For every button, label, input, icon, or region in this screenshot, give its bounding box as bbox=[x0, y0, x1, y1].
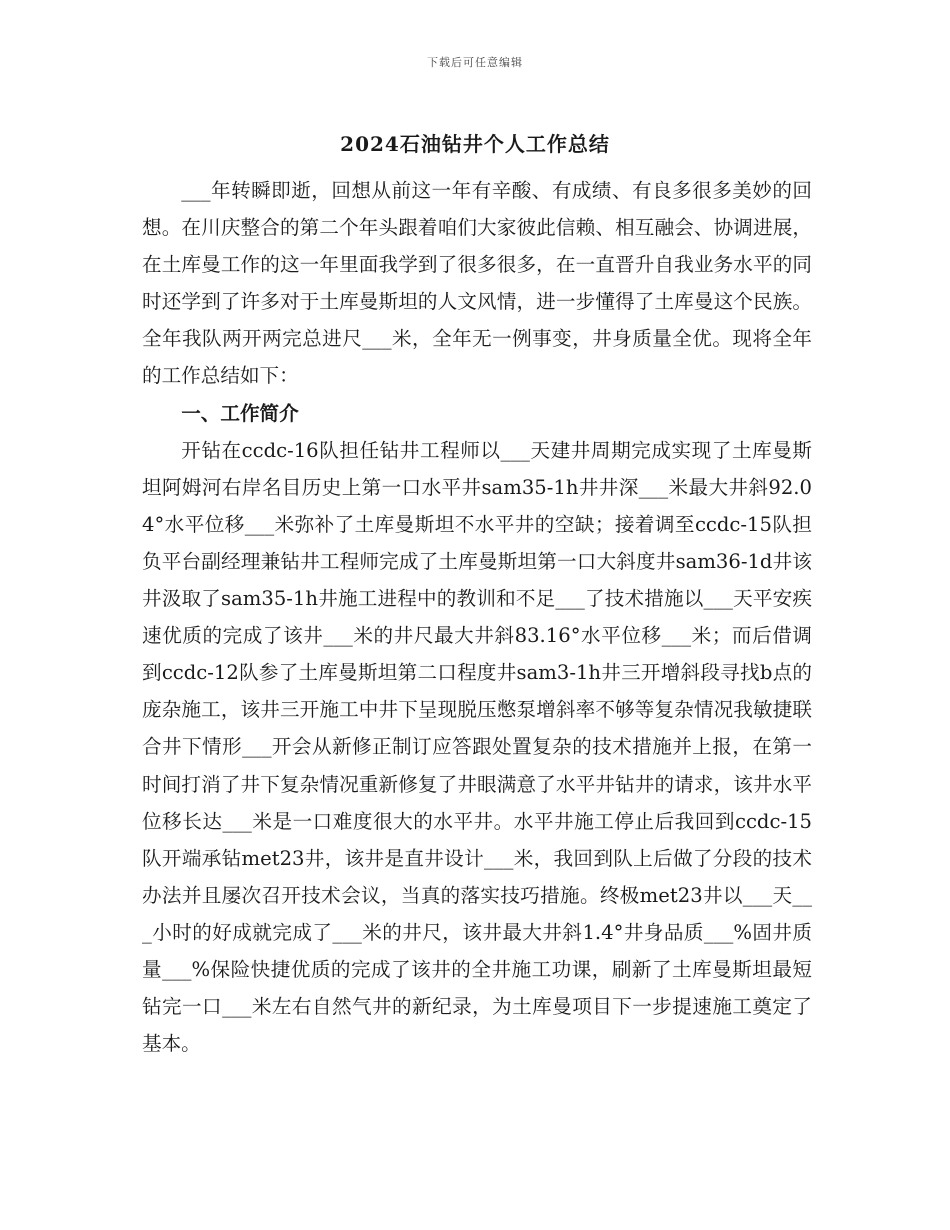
document-title: 2024石油钻井个人工作总结 bbox=[340, 132, 610, 156]
page-header-note: 下载后可任意编辑 bbox=[427, 56, 523, 69]
document-body bbox=[142, 172, 812, 1062]
intro-paragraph: ___年转瞬即逝，回想从前这一年有辛酸、有成绩、有良多很多美妙的回想。在川庆整合的第二个年头跟着咱们大家彼此信赖、相互融会、协调进展，在土库曼工作的这一年里面我学到了很多很多，在一直晋升自我业务水平的同时还学到了许多对于土库曼斯坦的人文风情，进一步懂得了土库曼这个民族。全年我队两开两完总进尺___米，全年无一例事变，井身质量全优。现将全年的工作总结如下： bbox=[142, 179, 812, 388]
section-heading-work-intro: 一、工作简介 bbox=[181, 401, 299, 425]
work-intro-paragraph: 开钻在ccdc-16队担任钻井工程师以___天建井周期完成实现了土库曼斯坦阿姆河右岸名目历史上第一口水平井sam35-1h井井深___米最大井斜92.04°水平位移___米弥补了土库曼斯坦不水平井的空缺；接着调至ccdc-15队担负平台副经理兼钻井工程师完成了土库曼斯坦第一口大斜度井sam36-1d井该井汲取了sam35-1h井施工进程中的教训和不足___了技术措施以___天平安疾速优质的完成了该井___米的井尺最大井斜83.16°水平位移___米；而后借调到ccdc-12队参了土库曼斯坦第二口程度井sam3-1h井三开增斜段寻找b点的庞杂施工，该井三开施工中井下呈现脱压憋泵增斜率不够等复杂情况我敏捷联合井下情形___开会从新修正制订应答跟处置复杂的技术措施并上报，在第一时间打消了井下复杂情况重新修复了井眼满意了水平井钻井的请求，该井水平位移长达___米是一口难度很大的水平井。水平井施工停止后我回到ccdc-15队开端承钻met23井，该井是直井设计___米，我回到队上后做了分段的技术办法并且屡次召开技术会议，当真的落实技巧措施。终极met23井以___天___小时的好成就完成了___米的井尺，该井最大井斜1.4°井身品质___%固井质量___%保险快捷优质的完成了该井的全井施工功课，刷新了土库曼斯坦最短钻完一口___米左右自然气井的新纪录，为土库曼项目下一步提速施工奠定了基本。 bbox=[142, 438, 813, 1056]
